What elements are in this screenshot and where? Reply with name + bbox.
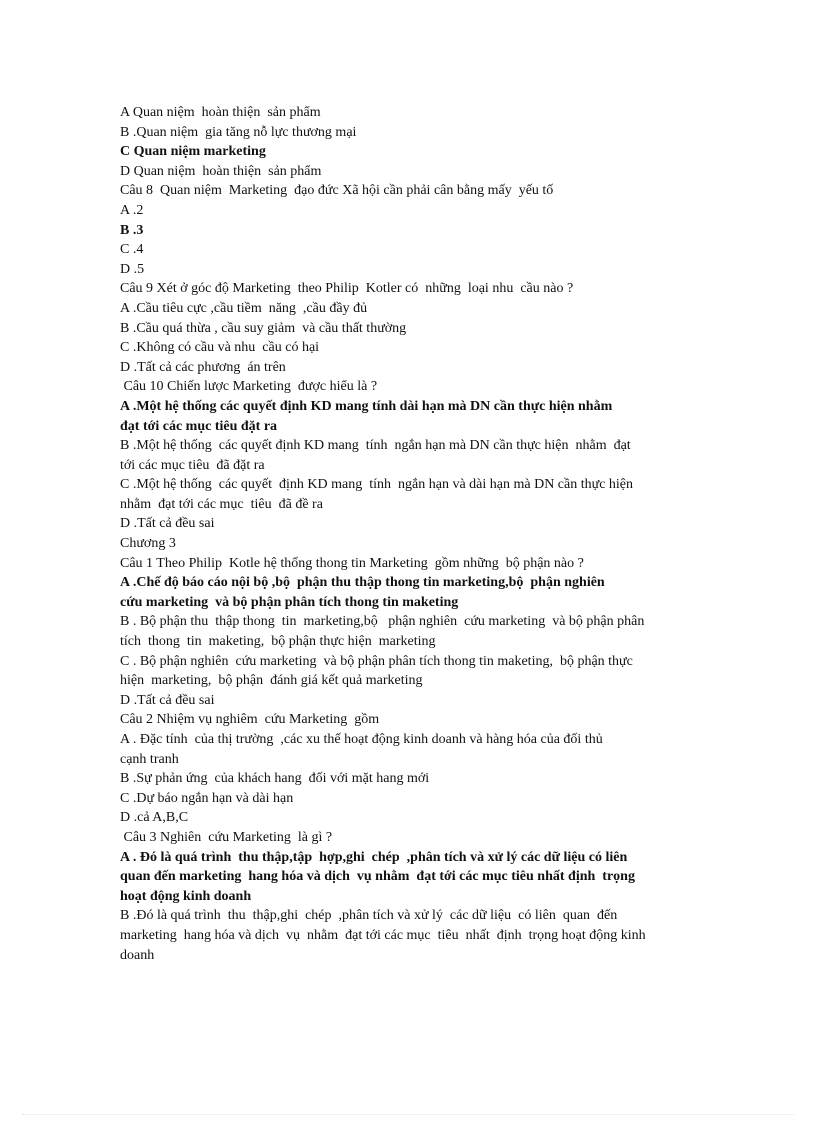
document-body — [120, 103, 700, 965]
page-bottom-divider — [22, 1114, 794, 1115]
text-line: Câu 8 Quan niệm Marketing đạo đức Xã hội cần phải cân bằng mấy yếu tố — [120, 183, 554, 199]
text-line: D .Tất cả đều sai — [120, 516, 215, 532]
text-line: nhằm đạt tới các mục tiêu đã đề ra — [120, 496, 323, 512]
text-line: D .Tất cả các phương án trên — [120, 359, 286, 375]
text-line: Chương 3 — [120, 536, 176, 552]
text-line: C .Một hệ thống các quyết định KD mang tính ngắn hạn và dài hạn mà DN cần thực hiện — [120, 477, 634, 493]
text-line: B .Cầu quá thừa , cầu suy giảm và cầu thất thường — [120, 320, 407, 336]
answer-line-highlighted: B .3 — [120, 222, 144, 238]
text-line: D Quan niệm hoàn thiện sản phẩm — [120, 163, 322, 179]
text-line: D .Tất cả đều sai — [120, 692, 215, 708]
text-line: A Quan niệm hoàn thiện sản phẩm — [120, 105, 321, 120]
answer-line-highlighted: đạt tới các mục tiêu đặt ra — [120, 418, 278, 434]
text-line: tích thong tin maketing, bộ phận thực hiện marketing — [120, 634, 436, 650]
text-line: cạnh tranh — [120, 751, 179, 767]
answer-line-highlighted: quan đến marketing hang hóa và dịch vụ nhằm đạt tới các mục tiêu nhất định trọng — [120, 869, 635, 885]
text-line: Câu 2 Nhiệm vụ nghiêm cứu Marketing gồm — [120, 712, 380, 728]
text-line: C .Không có cầu và nhu cầu có hại — [120, 340, 320, 356]
text-line: Câu 3 Nghiên cứu Marketing là gì ? — [120, 829, 333, 845]
text-line: C . Bộ phận nghiên cứu marketing và bộ phận phân tích thong tin maketing, bộ phận thực — [120, 653, 633, 669]
text-line: tới các mục tiêu đã đặt ra — [120, 457, 265, 473]
text-line: doanh — [120, 947, 155, 963]
text-line: D .5 — [120, 261, 145, 277]
text-line: A .Cầu tiêu cực ,cầu tiềm năng ,cầu đầy đủ — [120, 300, 368, 316]
text-line: A .2 — [120, 202, 144, 218]
answer-line-highlighted: cứu marketing và bộ phận phân tích thong tin maketing — [120, 594, 459, 610]
text-line: C .4 — [120, 242, 144, 258]
text-line: B . Bộ phận thu thập thong tin marketing,bộ phận nghiên cứu marketing và bộ phận phân — [120, 614, 645, 630]
text-line: B .Một hệ thống các quyết định KD mang tính ngắn hạn mà DN cần thực hiện nhằm đạt — [120, 438, 631, 454]
text-line: hiện marketing, bộ phận đánh giá kết quả marketing — [120, 673, 423, 689]
answer-line-highlighted: A . Đó là quá trình thu thập,tập hợp,ghi chép ,phân tích và xử lý các dữ liệu có liên — [120, 849, 628, 865]
answer-line-highlighted: A .Chế độ báo cáo nội bộ ,bộ phận thu thập thong tin marketing,bộ phận nghiên — [120, 575, 605, 591]
answer-line-highlighted: A .Một hệ thống các quyết định KD mang tính dài hạn mà DN cần thực hiện nhằm — [120, 398, 613, 414]
text-line: Câu 1 Theo Philip Kotle hệ thống thong tin Marketing gồm những bộ phận nào ? — [120, 555, 584, 571]
text-line: C .Dự báo ngắn hạn và dài hạn — [120, 790, 294, 806]
answer-line-highlighted: C Quan niệm marketing — [120, 144, 266, 160]
answer-line-highlighted: hoạt động kinh doanh — [120, 888, 252, 904]
text-line: B .Quan niệm gia tăng nỗ lực thương mại — [120, 124, 357, 140]
text-line: Câu 9 Xét ở góc độ Marketing theo Philip Kotler có những loại nhu cầu nào ? — [120, 281, 574, 297]
text-line: A . Đặc tính của thị trường ,các xu thế hoạt động kinh doanh và hàng hóa của đối thủ — [120, 732, 603, 747]
text-line: Câu 10 Chiến lược Marketing được hiểu là ? — [120, 379, 378, 395]
text-line: B .Đó là quá trình thu thập,ghi chép ,phân tích và xử lý các dữ liệu có liên quan đến — [120, 908, 618, 924]
text-line: marketing hang hóa và dịch vụ nhằm đạt tới các mục tiêu nhất định trọng hoạt động kinh — [120, 927, 646, 943]
text-line: B .Sự phản ứng của khách hang đối với mặt hang mới — [120, 771, 430, 787]
text-line: D .cả A,B,C — [120, 810, 189, 826]
